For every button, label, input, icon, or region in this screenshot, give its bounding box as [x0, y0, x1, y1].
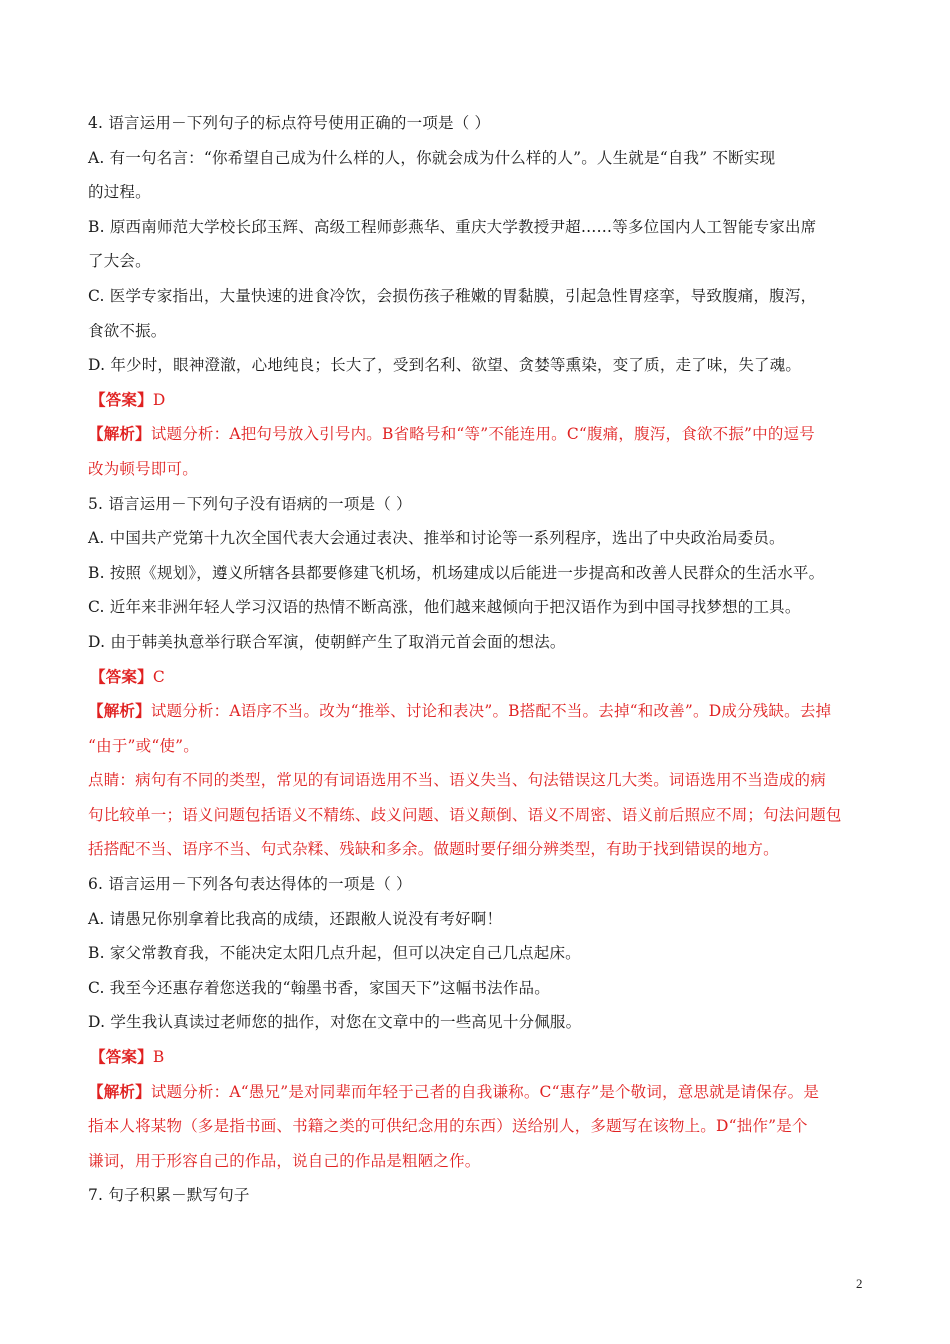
- question-line: C. 我至今还惠存着您送我的“翰墨书香，家国天下”这幅书法作品。: [88, 978, 550, 997]
- question-line: D. 由于韩美执意举行联合军演，使朝鲜产生了取消元首会面的想法。: [88, 632, 566, 651]
- question-line: C. 医学专家指出，大量快速的进食冷饮，会损伤孩子稚嫩的胃黏膜，引起急性胃痉挛，导致腹痛，腹泻，: [88, 286, 817, 305]
- question-line: B. 按照《规划》，遵义所辖各县都要修建飞机场，机场建成以后能进一步提高和改善人民群众的生活水平。: [88, 563, 825, 582]
- answer-line: [88, 1046, 868, 1068]
- answer-value: B: [152, 1048, 165, 1067]
- question-line: 4. 语言运用－下列句子的标点符号使用正确的一项是（ ）: [88, 114, 491, 132]
- question-line: 7. 句子积累－默写句子: [88, 1186, 250, 1205]
- question-line: D. 学生我认真读过老师您的拙作，对您在文章中的一些高见十分佩服。: [88, 1013, 582, 1032]
- explanation-line: 改为顿号即可。: [88, 459, 198, 478]
- answer-value: C: [152, 667, 165, 686]
- explanation-line: 句比较单一；语义问题包括语义不精练、歧义问题、语义颠倒、语义不周密、语义前后照应不周；句法问题包: [88, 805, 842, 824]
- question-line: 的过程。: [88, 183, 151, 202]
- answer-label: 【答案】: [90, 1047, 153, 1067]
- page-number: 2: [856, 1276, 863, 1291]
- question-line: 了大会。: [88, 252, 151, 271]
- question-line: C. 近年来非洲年轻人学习汉语的热情不断高涨，他们越来越倾向于把汉语作为到中国寻找梦想的工具。: [88, 598, 801, 617]
- analysis-label: 【解析】: [88, 424, 151, 444]
- question-line: B. 家父常教育我，不能决定太阳几点升起，但可以决定自己几点起床。: [88, 944, 581, 963]
- question-line: A. 中国共产党第十九次全国代表大会通过表决、推举和讨论等一系列程序，选出了中央政治局委员。: [88, 529, 785, 548]
- analysis-text: 试题分析：A语序不当。改为“推举、讨论和表决”。B搭配不当。去掉“和改善”。D成分残缺。去掉: [150, 702, 832, 721]
- question-line: 6. 语言运用－下列各句表达得体的一项是（ ）: [88, 875, 412, 894]
- analysis-line: [88, 423, 868, 445]
- answer-line: [88, 666, 868, 688]
- answer-value: D: [152, 390, 166, 409]
- explanation-line: 括搭配不当、语序不当、句式杂糅、残缺和多余。做题时要仔细分辨类型，有助于找到错误的地方。: [88, 840, 779, 859]
- question-line: B. 原西南师范大学校长邱玉辉、高级工程师彭燕华、重庆大学教授尹超……等多位国内人工智能专家出席: [88, 217, 817, 236]
- analysis-label: 【解析】: [88, 701, 151, 721]
- question-line: A. 有一句名言：“你希望自己成为什么样的人，你就会成为什么样的人”。人生就是“自我” 不断实现: [88, 148, 776, 167]
- page-content: [88, 112, 868, 1219]
- analysis-label: 【解析】: [88, 1081, 151, 1101]
- analysis-line: [88, 700, 868, 722]
- explanation-line: 点睛：病句有不同的类型，常见的有词语选用不当、语义失当、句法错误这几大类。词语选用不当造成的病: [88, 771, 826, 790]
- analysis-text: 试题分析：A把句号放入引号内。B省略号和“等”不能连用。C“腹痛，腹泻，食欲不振”中的逗号: [150, 425, 815, 444]
- question-line: D. 年少时，眼神澄澈，心地纯良；长大了，受到名利、欲望、贪婪等熏染，变了质，走了味，失了魂。: [88, 356, 802, 375]
- question-line: 5. 语言运用－下列句子没有语病的一项是（ ）: [88, 494, 412, 513]
- explanation-line: 谦词，用于形容自己的作品，说自己的作品是粗陋之作。: [88, 1151, 481, 1170]
- question-line: A. 请愚兄你别拿着比我高的成绩，还跟敝人说没有考好啊！: [88, 909, 503, 928]
- answer-label: 【答案】: [90, 666, 153, 686]
- question-line: 食欲不振。: [88, 321, 167, 340]
- analysis-text: 试题分析：A“愚兄”是对同辈而年轻于己者的自我谦称。C“惠存”是个敬词，意思就是请保存。是: [150, 1082, 820, 1101]
- answer-line: [88, 389, 868, 411]
- analysis-line: [88, 1081, 868, 1103]
- explanation-line: 指本人将某物（多是指书画、书籍之类的可供纪念用的东西）送给别人，多题写在该物上。D“拙作”是个: [88, 1117, 808, 1136]
- answer-label: 【答案】: [90, 389, 153, 409]
- explanation-line: “由于”或“使”。: [88, 736, 199, 755]
